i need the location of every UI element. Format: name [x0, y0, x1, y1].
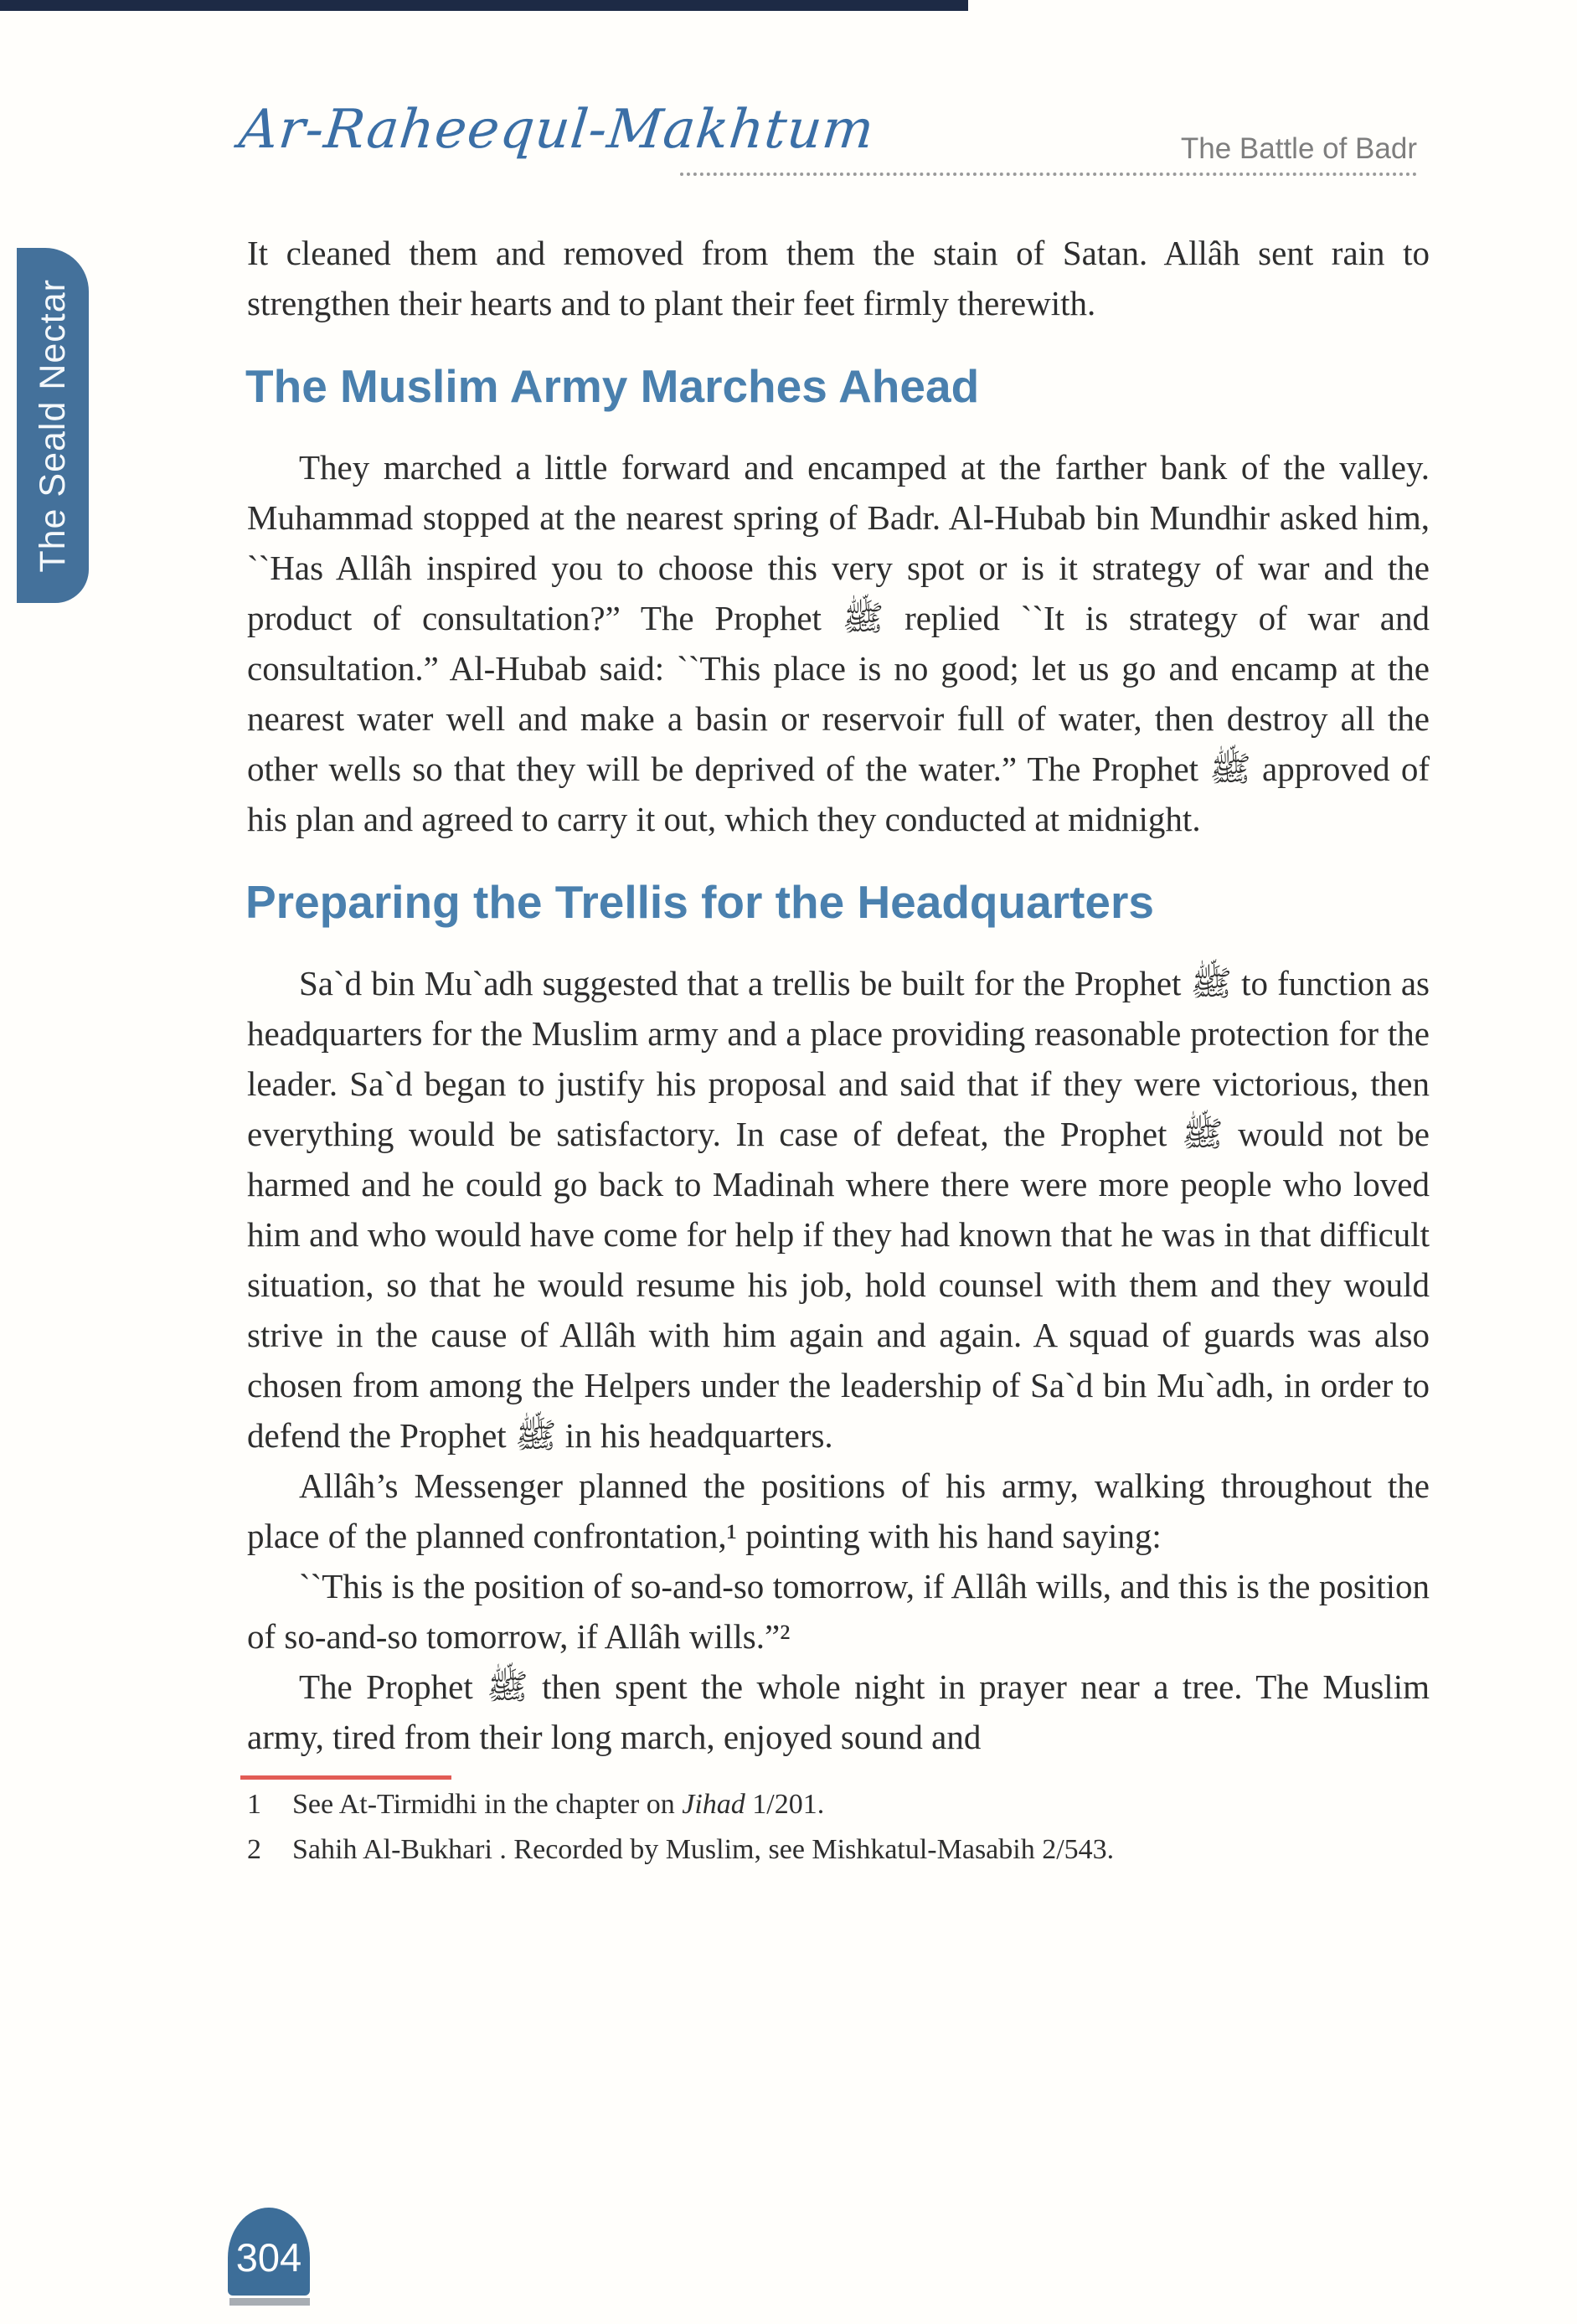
body-paragraph: ``This is the position of so-and-so tomorrow, if Allâh wills, and this is the position of so-and-so tomorrow, if Allâh wills.”²: [247, 1567, 1430, 1656]
footnote-1: [247, 1785, 1430, 1825]
page-number: 304: [235, 2235, 302, 2280]
section-heading-preparing-trellis: Preparing the Trellis for the Headquarters: [245, 876, 1155, 928]
body-paragraph: It cleaned them and removed from them the stain of Satan. Allâh sent rain to strengthen their hearts and to plant their feet firmly therewith.: [247, 234, 1430, 322]
body-paragraph: They marched a little forward and encamped at the farther bank of the valley. Muhammad stopped at the nearest spring of Badr. Al-Hubab bin Mundhir asked him, ``Has Allâh inspired you to choose this very spot or is it strategy of war and the product of consultation?” The Prophet ﷺ replied ``It is strategy of war and consultation.” Al-Hubab said: ``This place is no good; let us go and encamp at the nearest water well and make a basin or reservoir full of water, then destroy all the other wells so that they will be deprived of the water.” The Prophet ﷺ approved of his plan and agreed to carry it out, which they conducted at midnight.: [247, 448, 1430, 838]
footnote-text: See At-Tirmidhi in the chapter on: [292, 1789, 683, 1820]
footnote-text-italic: Jihad: [682, 1789, 745, 1820]
sidebar-tab: [17, 248, 89, 603]
scan-edge-artifact: [0, 0, 968, 11]
footnote-text: Sahih Al-Bukhari . Recorded by Muslim, see Mishkatul-Masabih 2/543.: [292, 1834, 1115, 1865]
footnote-number: 2: [247, 1834, 261, 1865]
section-heading-muslim-army: The Muslim Army Marches Ahead: [245, 360, 980, 412]
book-title-script: Ar-Raheequl-Makhtum: [236, 99, 878, 161]
page-badge-underline: [229, 2298, 310, 2306]
footnote-text: 1/201.: [745, 1789, 825, 1820]
footnote-number: 1: [247, 1789, 261, 1820]
footnote-2: [247, 1830, 1430, 1870]
body-paragraph: Allâh’s Messenger planned the positions of his army, walking throughout the place of the planned confrontation,¹ pointing with his hand saying:: [247, 1466, 1430, 1555]
footnote-separator: [240, 1775, 451, 1780]
page-content: [247, 228, 1430, 1870]
chapter-title: The Battle of Badr: [1180, 132, 1417, 165]
body-paragraph: Sa`d bin Mu`adh suggested that a trellis be built for the Prophet ﷺ to function as headquarters for the Muslim army and a place providing reasonable protection for the leader. Sa`d began to justify his proposal and said that if they were victorious, then everything would be satisfactory. In case of defeat, the Prophet ﷺ would not be harmed and he could go back to Madinah where there were more people who loved him and who would have come for help if they had known that he was in that difficult situation, so that he would resume his job, hold counsel with them and they would strive in the cause of Allâh with him again and again. A squad of guards was also chosen from among the Helpers under the leadership of Sa`d bin Mu`adh, in order to defend the Prophet ﷺ in his headquarters.: [247, 964, 1430, 1455]
sidebar-tab-label: The Seald Nectar: [32, 278, 73, 573]
body-paragraph: The Prophet ﷺ then spent the whole night in prayer near a tree. The Muslim army, tired from their long march, enjoyed sound and: [247, 1667, 1430, 1756]
page-number-badge: [228, 2208, 310, 2296]
